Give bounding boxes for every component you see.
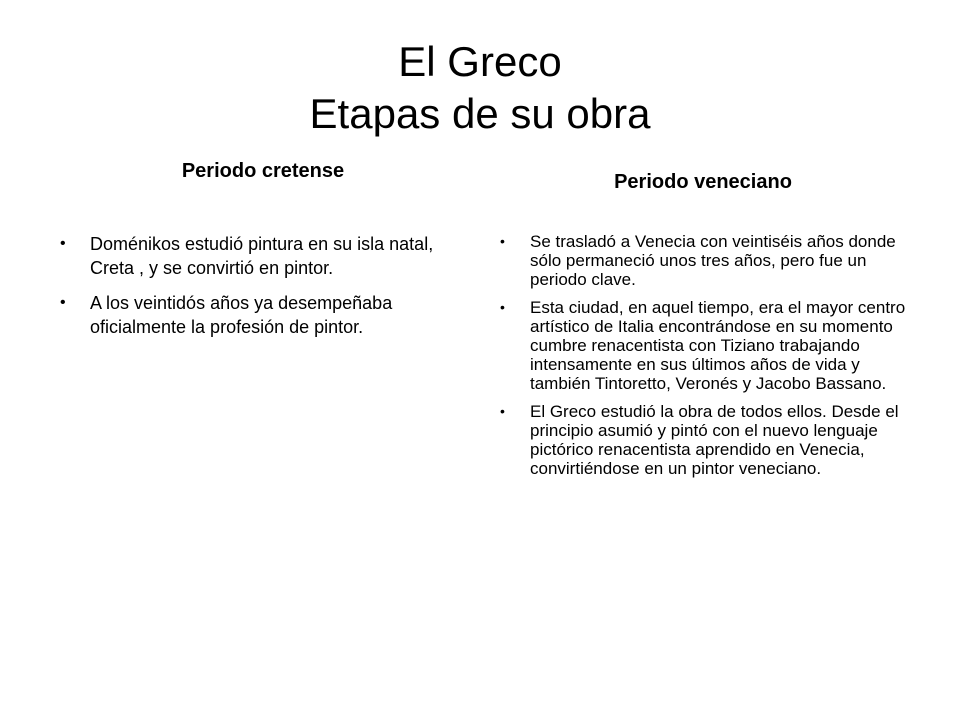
right-bullet-list <box>500 232 920 487</box>
bullet-text: El Greco estudió la obra de todos ellos. Desde el principio asumió y pintó con el nuevo lenguaje pictórico renacentista aprendido en Venecia, convirtiéndose en un pintor veneciano. <box>530 402 899 478</box>
left-column-heading: Periodo cretense <box>181 160 345 182</box>
right-column-heading: Periodo veneciano <box>614 171 792 193</box>
list-item <box>60 291 470 339</box>
list-item <box>500 402 920 478</box>
left-bullet-list <box>60 232 470 350</box>
bullet-text: Se trasladó a Venecia con veintiséis años donde sólo permaneció unos tres años, pero fue un periodo clave. <box>530 232 896 289</box>
bullet-text: Esta ciudad, en aquel tiempo, era el mayor centro artístico de Italia encontrándose en su momento cumbre renacentista con Tiziano trabajando intensamente en sus últimos años de vida y también Tintoretto, Veronés y Jacobo Bassano. <box>530 298 906 393</box>
list-item <box>60 232 470 280</box>
slide-title <box>0 36 960 140</box>
bullet-icon: • <box>60 294 66 311</box>
title-line-2: Etapas de su obra <box>309 90 651 137</box>
bullet-text: Doménikos estudió pintura en su isla natal, Creta , y se convirtió en pintor. <box>90 234 434 278</box>
bullet-text: A los veintidós años ya desempeñaba oficialmente la profesión de pintor. <box>90 293 393 337</box>
bullet-icon: • <box>60 235 66 252</box>
list-item <box>500 298 920 393</box>
title-line-1: El Greco <box>398 38 562 85</box>
list-item <box>500 232 920 289</box>
bullet-icon: • <box>500 403 505 419</box>
bullet-icon: • <box>500 299 505 315</box>
bullet-icon: • <box>500 233 505 249</box>
